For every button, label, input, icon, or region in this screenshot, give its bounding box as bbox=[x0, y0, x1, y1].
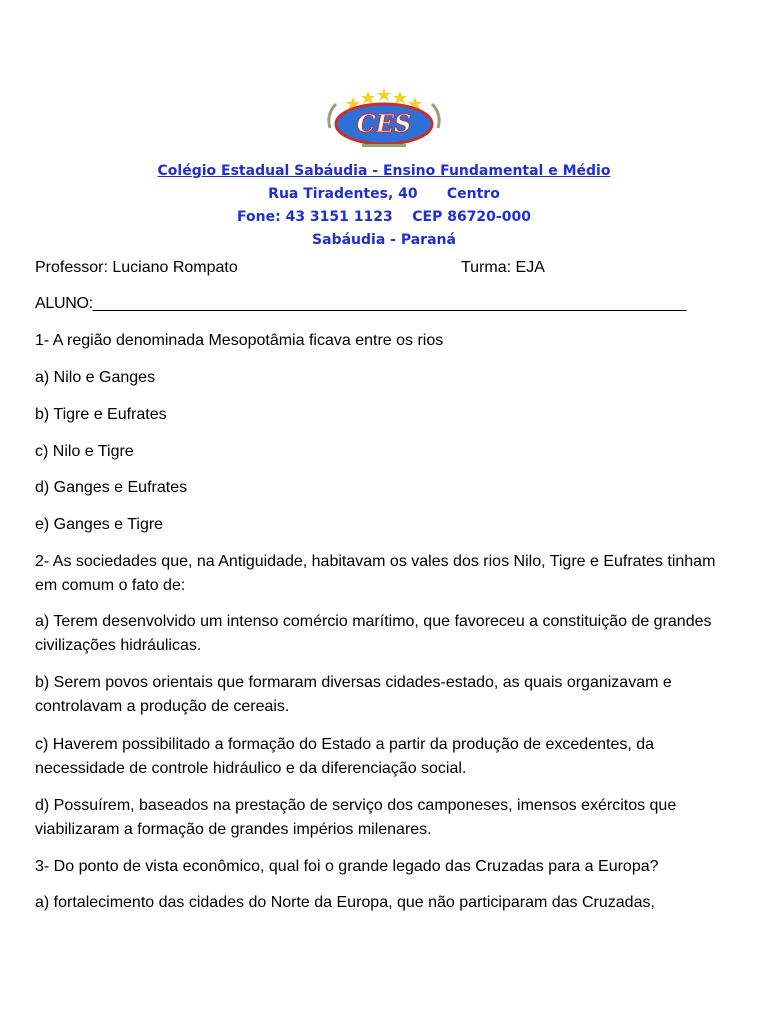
question-2-option-d: d) Possuírem, baseados na prestação de serviço dos camponeses, imensos exércitos que viabilizaram a formação de grandes impérios milenares. bbox=[35, 797, 677, 838]
question-3-option-a: a) fortalecimento das cidades do Norte da Europa, que não participaram das Cruzadas, bbox=[35, 894, 655, 911]
question-2-option-b: b) Serem povos orientais que formaram diversas cidades-estado, as quais organizavam e controlavam a produção de cereais. bbox=[35, 674, 672, 715]
school-phone: Fone: 43 3151 1123 CEP 86720-000 bbox=[237, 209, 531, 225]
professor-line: Professor: Luciano Rompato bbox=[35, 259, 238, 276]
logo-text: CES bbox=[356, 109, 412, 138]
question-3-prompt: 3- Do ponto de vista econômico, qual foi o grande legado das Cruzadas para a Europa? bbox=[35, 858, 659, 875]
question-1-option-b: b) Tigre e Eufrates bbox=[35, 406, 167, 423]
question-1-option-d: d) Ganges e Eufrates bbox=[35, 479, 188, 496]
question-1-prompt: 1- A região denominada Mesopotâmia ficava entre os rios bbox=[35, 332, 444, 349]
logo-star bbox=[361, 91, 375, 104]
aluno-line: ALUNO:_____________________________________________________________________ bbox=[35, 295, 687, 312]
logo-star bbox=[377, 88, 391, 101]
school-logo bbox=[322, 86, 446, 148]
school-city: Sabáudia - Paraná bbox=[312, 232, 456, 248]
turma-line: Turma: EJA bbox=[461, 259, 545, 276]
school-name[interactable]: Colégio Estadual Sabáudia - Ensino Fundamental e Médio bbox=[157, 163, 611, 179]
question-1-option-c: c) Nilo e Tigre bbox=[35, 443, 134, 460]
logo-star bbox=[393, 91, 407, 104]
question-2-option-a: a) Terem desenvolvido um intenso comércio marítimo, que favoreceu a constituição de grandes civilizações hidráulicas. bbox=[35, 613, 712, 654]
question-1-option-e: e) Ganges e Tigre bbox=[35, 516, 164, 533]
school-address: Rua Tiradentes, 40 Centro bbox=[268, 186, 500, 202]
question-1-option-a: a) Nilo e Ganges bbox=[35, 369, 156, 386]
question-2-prompt: 2- As sociedades que, na Antiguidade, habitavam os vales dos rios Nilo, Tigre e Eufrates tinham em comum o fato de: bbox=[35, 553, 716, 594]
question-2-option-c: c) Haverem possibilitado a formação do Estado a partir da produção de excedentes, da necessidade de controle hidráulico e da diferenciação social. bbox=[35, 736, 655, 777]
